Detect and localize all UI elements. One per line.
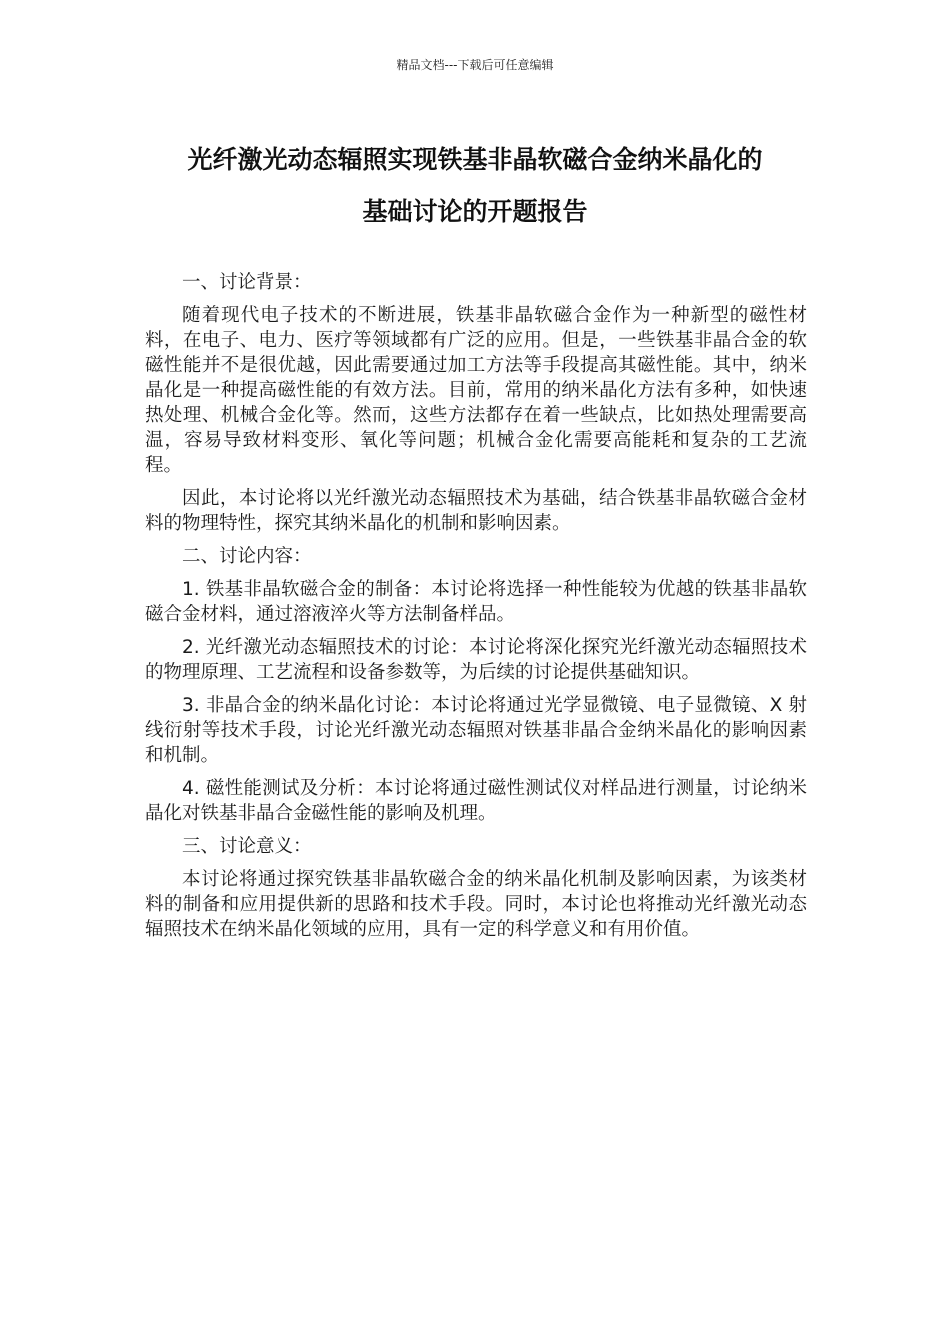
document-body <box>145 270 807 950</box>
content-item-2: 2. 光纤激光动态辐照技术的讨论：本讨论将深化探究光纤激光动态辐照技术的物理原理、工艺流程和设备参数等，为后续的讨论提供基础知识。 <box>145 637 807 683</box>
page-header: 精品文档---下载后可任意编辑 <box>396 58 554 72</box>
section-heading-background: 一、讨论背景： <box>182 272 312 293</box>
background-paragraph-2: 因此，本讨论将以光纤激光动态辐照技术为基础，结合铁基非晶软磁合金材料的物理特性，探究其纳米晶化的机制和影响因素。 <box>145 488 807 534</box>
content-item-1: 1. 铁基非晶软磁合金的制备：本讨论将选择一种性能较为优越的铁基非晶软磁合金材料，通过溶液淬火等方法制备样品。 <box>145 579 807 625</box>
content-item-3: 3. 非晶合金的纳米晶化讨论：本讨论将通过光学显微镜、电子显微镜、X 射线衍射等技术手段，讨论光纤激光动态辐照对铁基非晶合金纳米晶化的影响因素和机制。 <box>145 695 807 766</box>
title-line-2: 基础讨论的开题报告 <box>362 197 588 226</box>
document-title <box>140 134 810 238</box>
significance-paragraph-1: 本讨论将通过探究铁基非晶软磁合金的纳米晶化机制及影响因素，为该类材料的制备和应用提供新的思路和技术手段。同时，本讨论也将推动光纤激光动态辐照技术在纳米晶化领域的应用，具有一定的科学意义和有用价值。 <box>145 869 807 940</box>
background-paragraph-1: 随着现代电子技术的不断进展，铁基非晶软磁合金作为一种新型的磁性材料，在电子、电力、医疗等领域都有广泛的应用。但是，一些铁基非晶合金的软磁性能并不是很优越，因此需要通过加工方法等手段提高其磁性能。其中，纳米晶化是一种提高磁性能的有效方法。目前，常用的纳米晶化方法有多种，如快速热处理、机械合金化等。然而，这些方法都存在着一些缺点，比如热处理需要高温，容易导致材料变形、氧化等问题；机械合金化需要高能耗和复杂的工艺流程。 <box>145 305 807 476</box>
section-heading-significance: 三、讨论意义： <box>182 836 312 857</box>
content-item-4: 4. 磁性能测试及分析：本讨论将通过磁性测试仪对样品进行测量，讨论纳米晶化对铁基非晶合金磁性能的影响及机理。 <box>145 778 807 824</box>
title-line-1: 光纤激光动态辐照实现铁基非晶软磁合金纳米晶化的 <box>187 145 763 174</box>
section-heading-content: 二、讨论内容： <box>182 546 312 567</box>
